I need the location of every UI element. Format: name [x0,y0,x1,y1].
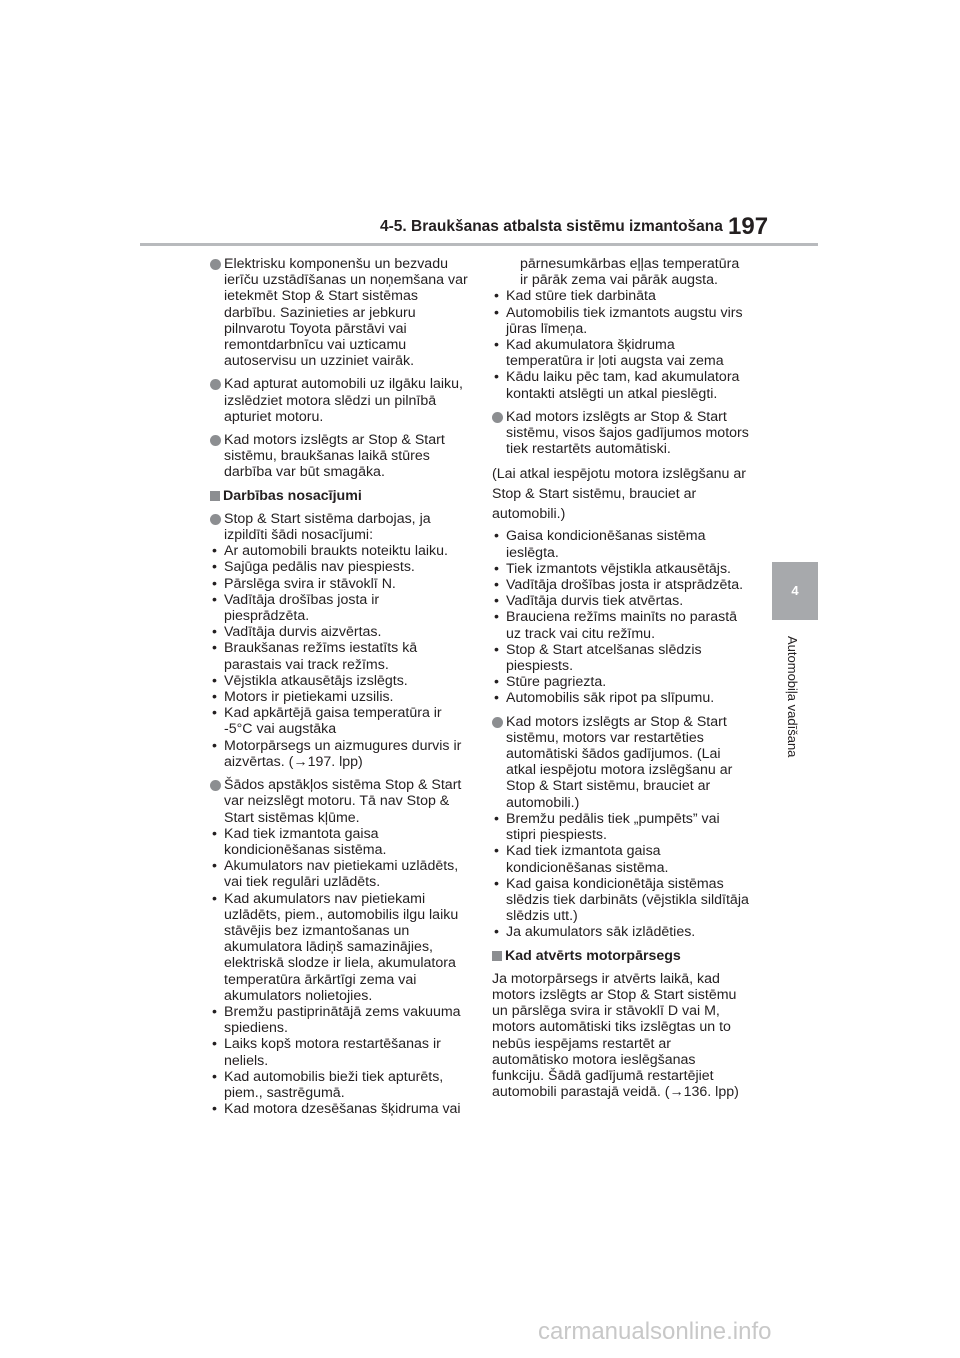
list-item: • Kad stūre tiek darbināta [492,288,750,304]
exceptions-list [210,826,468,1118]
list-item: • Tiek izmantots vējstikla atkausētājs. [492,561,750,577]
list-item: • Kad automobilis bieži tiek apturēts, piem., sastrēgumā. [210,1069,468,1101]
square-bullet-icon [210,491,220,501]
list-item: • Kādu laiku pēc tam, kad akumulatora kontakti atslēgti un atkal pieslēgti. [492,369,750,401]
exceptions-list-continued [492,288,750,401]
circle-bullet-icon [210,259,221,270]
list-item: • Vadītāja durvis tiek atvērtas. [492,593,750,609]
list-item: • Laiks kopš motora restartēšanas ir neliels. [210,1036,468,1068]
running-header-title: 4-5. Braukšanas atbalsta sistēmu izmantošana [380,218,723,235]
list-item: • Vadītāja drošības josta ir atsprādzēta. [492,577,750,593]
paragraph: Ja motorpārsegs ir atvērts laikā, kad motors izslēgts ar Stop & Start sistēmu un pārslēga svira ir stāvoklī D vai M, motors automātiski tiks izslēgtas un to nebūs iespējams restartēt ar automātisko motora ieslēgšanas funkciju. Šādā gadījumā restartējiet automobili parastajā veidā. (→136. lpp) [492,970,739,1101]
list-item: • Pārslēga svira ir stāvoklī N. [210,576,468,592]
right-column [492,256,750,1104]
section-heading: Darbības nosacījumi [210,488,468,504]
list-item: • Gaisa kondicionēšanas sistēma ieslēgta. [492,528,750,560]
list-item: • Vadītāja durvis aizvērtas. [210,624,468,640]
bullet-paragraph: Kad apturat automobili uz ilgāku laiku, izslēdziet motora slēdzi un pilnībā apturiet motoru. [210,376,468,425]
list-item: • Kad akumulatora šķidruma temperatūra ir ļoti augsta vai zema [492,337,750,369]
chapter-label: Automobiļa vadīšana [785,636,800,758]
bullet-paragraph: Kad motors izslēgts ar Stop & Start sistēmu, braukšanas laikā stūres darbība var būt smagāka. [210,432,468,481]
list-item: • Kad motora dzesēšanas šķidruma vai [210,1101,468,1117]
paragraph: (Lai atkal iespējotu motora izslēgšanu ar Stop & Start sistēmu, brauciet ar automobili.) [492,466,746,523]
list-item: • Kad tiek izmantota gaisa kondicionēšanas sistēma. [492,843,750,875]
list-item: • Vējstikla atkausētājs izslēgts. [210,673,468,689]
list-item: • Kad tiek izmantota gaisa kondicionēšanas sistēma. [210,826,468,858]
circle-bullet-icon [492,412,503,423]
watermark: carmanualsonline.info [538,1318,772,1345]
bullet-paragraph: Stop & Start sistēma darbojas, ja izpildīti šādi nosacījumi: [210,511,468,543]
conditions-list [210,543,468,770]
left-column [210,256,468,1124]
list-item: • Akumulators nav pietiekami uzlādēts, vai tiek regulāri uzlādēts. [210,858,468,890]
circle-bullet-icon [492,717,503,728]
list-item: • Vadītāja drošības josta ir piesprādzēta. [210,592,468,624]
circle-bullet-icon [210,379,221,390]
list-item: • Bremžu pastiprinātājā zems vakuuma spiediens. [210,1004,468,1036]
auto-restart-list [492,811,750,941]
section-heading: Kad atvērts motorpārsegs [492,948,750,964]
list-item: • Bremžu pedālis tiek „pumpēts” vai stipri piespiests. [492,811,750,843]
bullet-paragraph: Šādos apstākļos sistēma Stop & Start var neizslēgt motoru. Tā nav Stop & Start sistēmas kļūme. [210,777,468,826]
list-item: • Braukšanas režīms iestatīts kā parastais vai track režīms. [210,640,468,672]
square-bullet-icon [492,951,502,961]
bullet-paragraph: Elektrisku komponenšu un bezvadu ierīču uzstādīšanas un noņemšana var ietekmēt Stop & Start sistēmas darbību. Sazinieties ar jebkuru pilnvarotu Toyota pārstāvi vai remontdarbnīcu vai uzticamu autoservisu un uzziniet vairāk. [210,256,468,369]
list-item: • Motors ir pietiekami uzsilis. [210,689,468,705]
list-item: • Kad gaisa kondicionētāja sistēmas slēdzis tiek darbināts (vējstikla sildītāja slēdzis utt.) [492,876,750,925]
list-item: • Stop & Start atcelšanas slēdzis piespiests. [492,642,750,674]
bullet-paragraph: Kad motors izslēgts ar Stop & Start sistēmu, visos šajos gadījumos motors tiek restartēts automātiski. [492,409,750,458]
list-item: • Stūre pagriezta. [492,674,750,690]
page-number: 197 [728,213,769,240]
list-item: • Kad apkārtējā gaisa temperatūra ir -5°C vai augstāka [210,705,468,737]
list-item: • Sajūga pedālis nav piespiests. [210,559,468,575]
list-item: • Ja akumulators sāk izlādēties. [492,924,750,940]
list-item: • Ar automobili braukts noteiktu laiku. [210,543,468,559]
list-item: • Kad akumulators nav pietiekami uzlādēts, piem., automobilis ilgu laiku stāvējis bez izmantošanas un akumulatora lādiņš samazinājies, elektriskā slodze ir liela, akumulatora temperatūra ārkārtīgi zema vai akumulators nolietojies. [210,891,468,1004]
circle-bullet-icon [210,780,221,791]
list-item: • Automobilis sāk ripot pa slīpumu. [492,690,750,706]
chapter-tab: 4 [772,562,818,620]
restart-conditions-list [492,528,750,706]
header-divider [140,243,818,246]
continued-text: pārnesumkārbas eļļas temperatūra ir pārāk zema vai pārāk augsta. [520,256,740,289]
circle-bullet-icon [210,514,221,525]
circle-bullet-icon [210,435,221,446]
bullet-paragraph: Kad motors izslēgts ar Stop & Start sistēmu, motors var restartēties automātiski šādos gadījumos. (Lai atkal iespējotu motora izslēgšanu ar Stop & Start sistēmu, brauciet ar automobili.) [492,714,750,811]
list-item: • Motorpārsegs un aizmugures durvis ir aizvērtas. (→197. lpp) [210,738,468,770]
list-item: • Brauciena režīms mainīts no parastā uz track vai citu režīmu. [492,609,750,641]
list-item: • Automobilis tiek izmantots augstu virs jūras līmeņa. [492,305,750,337]
